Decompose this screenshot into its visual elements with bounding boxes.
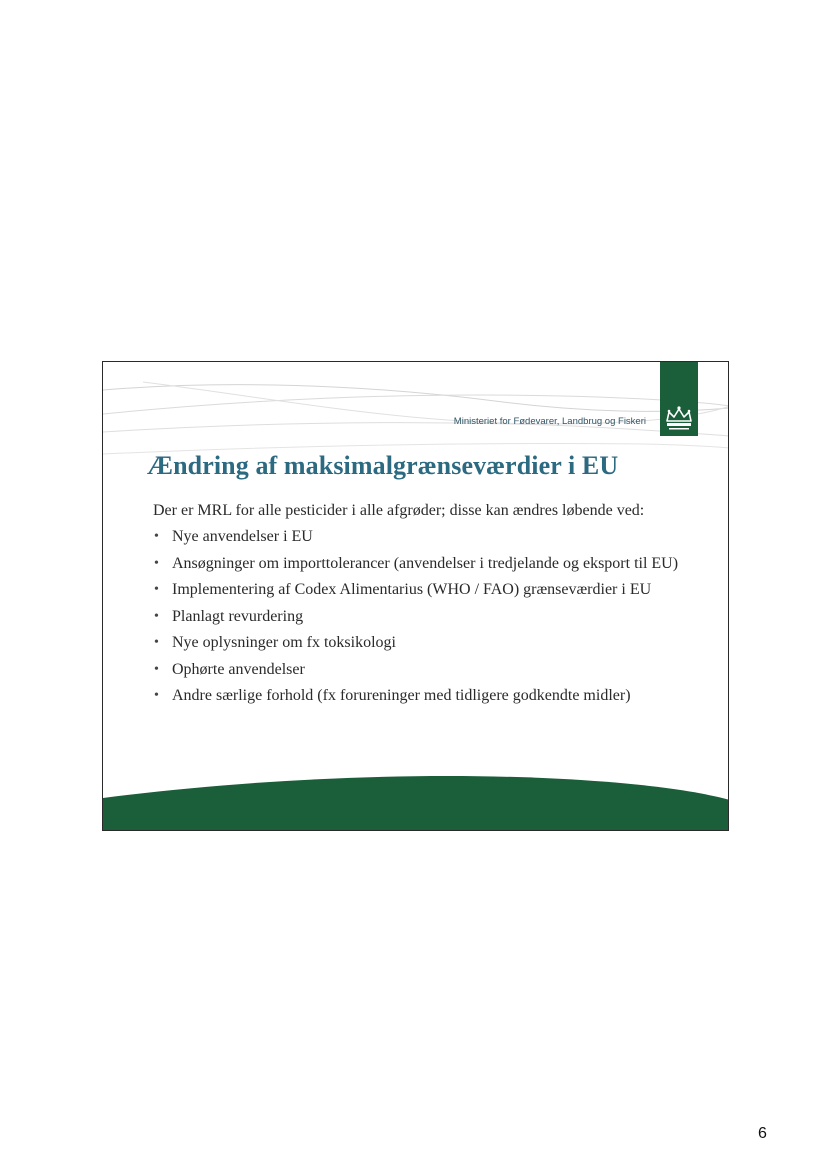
list-item-text: Nye oplysninger om fx toksikologi	[172, 634, 396, 651]
bullet-marker: •	[154, 555, 159, 571]
list-item	[151, 527, 711, 546]
slide	[102, 361, 729, 831]
page-number: 6	[758, 1125, 767, 1142]
list-item-text: Implementering af Codex Alimentarius (WHO / FAO) grænseværdier i EU	[172, 581, 652, 598]
list-item-text: Andre særlige forhold (fx forureninger med tidligere godkendte midler)	[172, 687, 631, 704]
list-item-text: Ansøgninger om importtolerancer (anvendelser i tredjelande og eksport til EU)	[172, 554, 679, 572]
list-item	[151, 607, 711, 626]
bullet-marker: •	[154, 582, 159, 597]
ministry-logo	[660, 362, 698, 436]
list-item-text: Nye anvendelser i EU	[172, 528, 313, 545]
crown-icon	[664, 405, 694, 431]
bullet-list	[151, 527, 711, 713]
bullet-marker: •	[154, 688, 159, 703]
bullet-marker: •	[154, 608, 159, 624]
list-item-text: Planlagt revurdering	[172, 607, 304, 625]
list-item	[151, 580, 711, 599]
bullet-marker: •	[154, 529, 159, 544]
list-item	[151, 660, 711, 679]
bullet-marker: •	[154, 635, 159, 650]
footer-wave	[103, 774, 729, 830]
list-item	[151, 633, 711, 652]
slide-title: Ændring af maksimalgrænseværdier i EU	[147, 451, 619, 480]
list-item-text: Ophørte anvendelser	[172, 660, 305, 678]
intro-text: Der er MRL for alle pesticider i alle afgrøder; disse kan ændres løbende ved:	[153, 502, 645, 519]
list-item	[151, 554, 711, 573]
bullet-marker: •	[154, 661, 159, 677]
list-item	[151, 686, 711, 705]
ministry-name: Ministeriet for Fødevarer, Landbrug og Fiskeri	[453, 416, 646, 427]
